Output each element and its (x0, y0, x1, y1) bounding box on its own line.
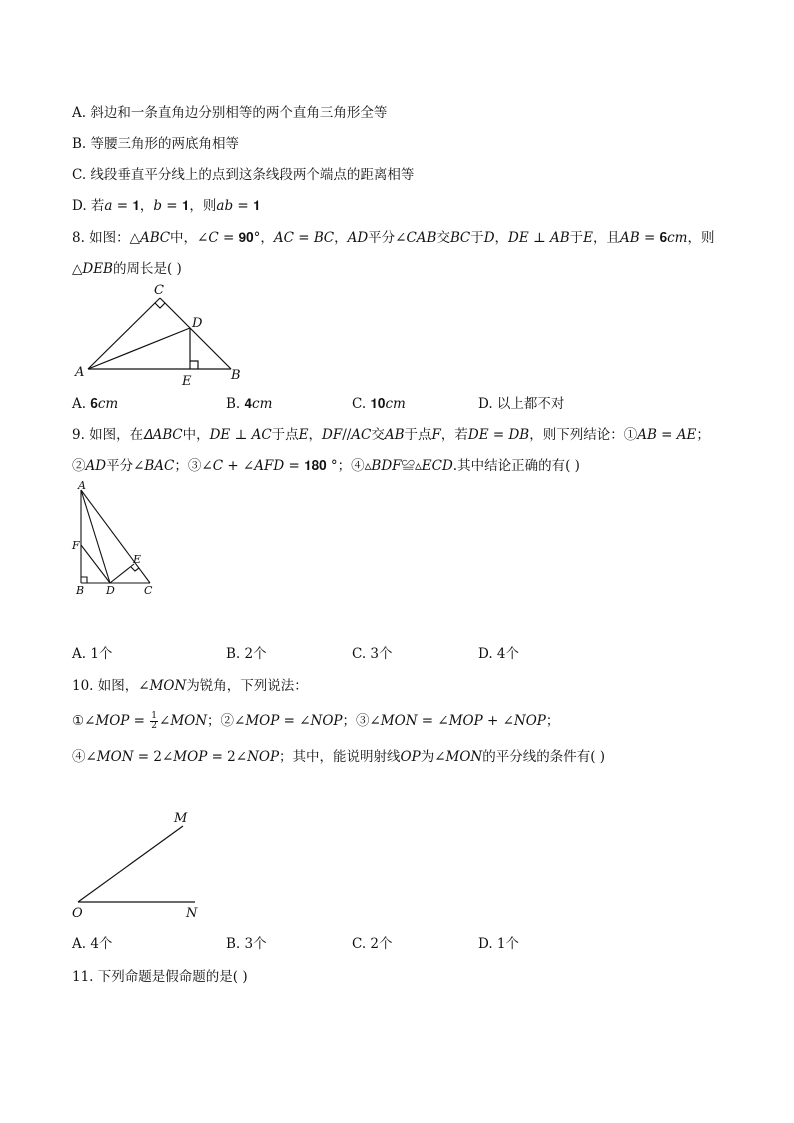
q9-label-b: B (76, 584, 85, 597)
q9-label-a: A (78, 479, 86, 492)
q9-stem-line1: 9. 如图，在𝛥𝐴𝐵𝐶中，𝐷𝐸 ⊥ 𝐴𝐶于点𝐸，𝐷𝐹//𝐴𝐶交𝐴𝐵于点𝐹，若𝐷𝐸 = 𝐷𝐵，则下列结论：①𝐴𝐵 = 𝐴𝐸； (72, 427, 710, 443)
q10-label-m: M (174, 811, 188, 826)
q9-stem-line2: ②𝐴𝐷平分∠𝐵𝐴𝐶；③∠𝐶 + ∠𝐴𝐹𝐷 = 𝟏𝟖𝟎 °；④▵𝐵𝐷𝐹≌▵𝐸𝐶𝐷.其中结论正确的有( ) (72, 458, 580, 474)
q10-stem-line1: 10. 如图，∠𝑀𝑂𝑁为锐角，下列说法： (72, 678, 308, 694)
q10-option-a[interactable]: A. 4个 (72, 936, 113, 952)
q8-stem-line1: 8. 如图：△𝐴𝐵𝐶中，∠𝐶 = 𝟗𝟎°，𝐴𝐶 = 𝐵𝐶，𝐴𝐷平分∠𝐶𝐴𝐵交𝐵𝐶于𝐷，𝐷𝐸 ⊥ 𝐴𝐵于𝐸，且𝐴𝐵 = 𝟔𝑐𝑚，则 (72, 230, 715, 246)
q9-label-f: F (72, 539, 80, 552)
q10-conditions-rest: ∠𝑀𝑂𝑁；②∠𝑀𝑂𝑃 = ∠𝑁𝑂𝑃；③∠𝑀𝑂𝑁 = ∠𝑀𝑂𝑃 + ∠𝑁𝑂𝑃； (159, 713, 560, 729)
prev-option-c: C. 线段垂直平分线上的点到这条线段两个端点的距离相等 (72, 167, 415, 183)
q11-stem-line1: 11. 下列命题是假命题的是( ) (72, 969, 248, 985)
q10-label-o: O (72, 906, 83, 921)
q8-option-a[interactable]: A. 𝟔𝑐𝑚 (72, 396, 119, 412)
q9-label-e: E (133, 553, 142, 566)
q10-label-n: N (186, 906, 198, 921)
prev-option-b: B. 等腰三角形的两底角相等 (72, 136, 240, 152)
q10-fraction-numerator: 1 (151, 711, 158, 721)
prev-option-d: D. 若𝑎 = 𝟏，𝑏 = 𝟏，则𝑎𝑏 = 𝟏 (72, 198, 261, 214)
q8-label-c: C (154, 283, 164, 298)
q10-stem-line2 (72, 712, 559, 731)
q9-option-b[interactable]: B. 2个 (226, 646, 267, 662)
q10-option-c[interactable]: C. 2个 (352, 936, 393, 952)
q9-option-d[interactable]: D. 4个 (478, 646, 520, 662)
q8-option-b[interactable]: B. 𝟒𝑐𝑚 (226, 396, 273, 412)
q8-label-a: A (75, 365, 85, 380)
q10-stem-line3: ④∠𝑀𝑂𝑁 = 2∠𝑀𝑂𝑃 = 2∠𝑁𝑂𝑃；其中，能说明射线𝑂𝑃为∠𝑀𝑂𝑁的平分线的条件有( ) (72, 749, 606, 765)
q9-label-d: D (106, 584, 115, 597)
q8-option-d[interactable]: D. 以上都不对 (478, 396, 565, 412)
q9-label-c: C (144, 584, 153, 597)
q10-fraction-denominator: 2 (151, 721, 158, 731)
q10-fraction (150, 712, 158, 731)
q8-label-e: E (182, 374, 192, 389)
q10-condition-1-prefix: ①∠𝑀𝑂𝑃 = (72, 713, 150, 729)
q10-option-b[interactable]: B. 3个 (226, 936, 267, 952)
q8-stem-line2: △𝐷𝐸𝐵的周长是( ) (72, 261, 182, 277)
q8-label-b: B (231, 368, 241, 383)
prev-option-a: A. 斜边和一条直角边分别相等的两个直角三角形全等 (72, 105, 388, 121)
q10-option-d[interactable]: D. 1个 (478, 936, 520, 952)
q9-option-c[interactable]: C. 3个 (352, 646, 393, 662)
q8-option-c[interactable]: C. 𝟏𝟎𝑐𝑚 (352, 396, 406, 412)
q8-label-d: D (192, 316, 203, 331)
q9-option-a[interactable]: A. 1个 (72, 646, 113, 662)
